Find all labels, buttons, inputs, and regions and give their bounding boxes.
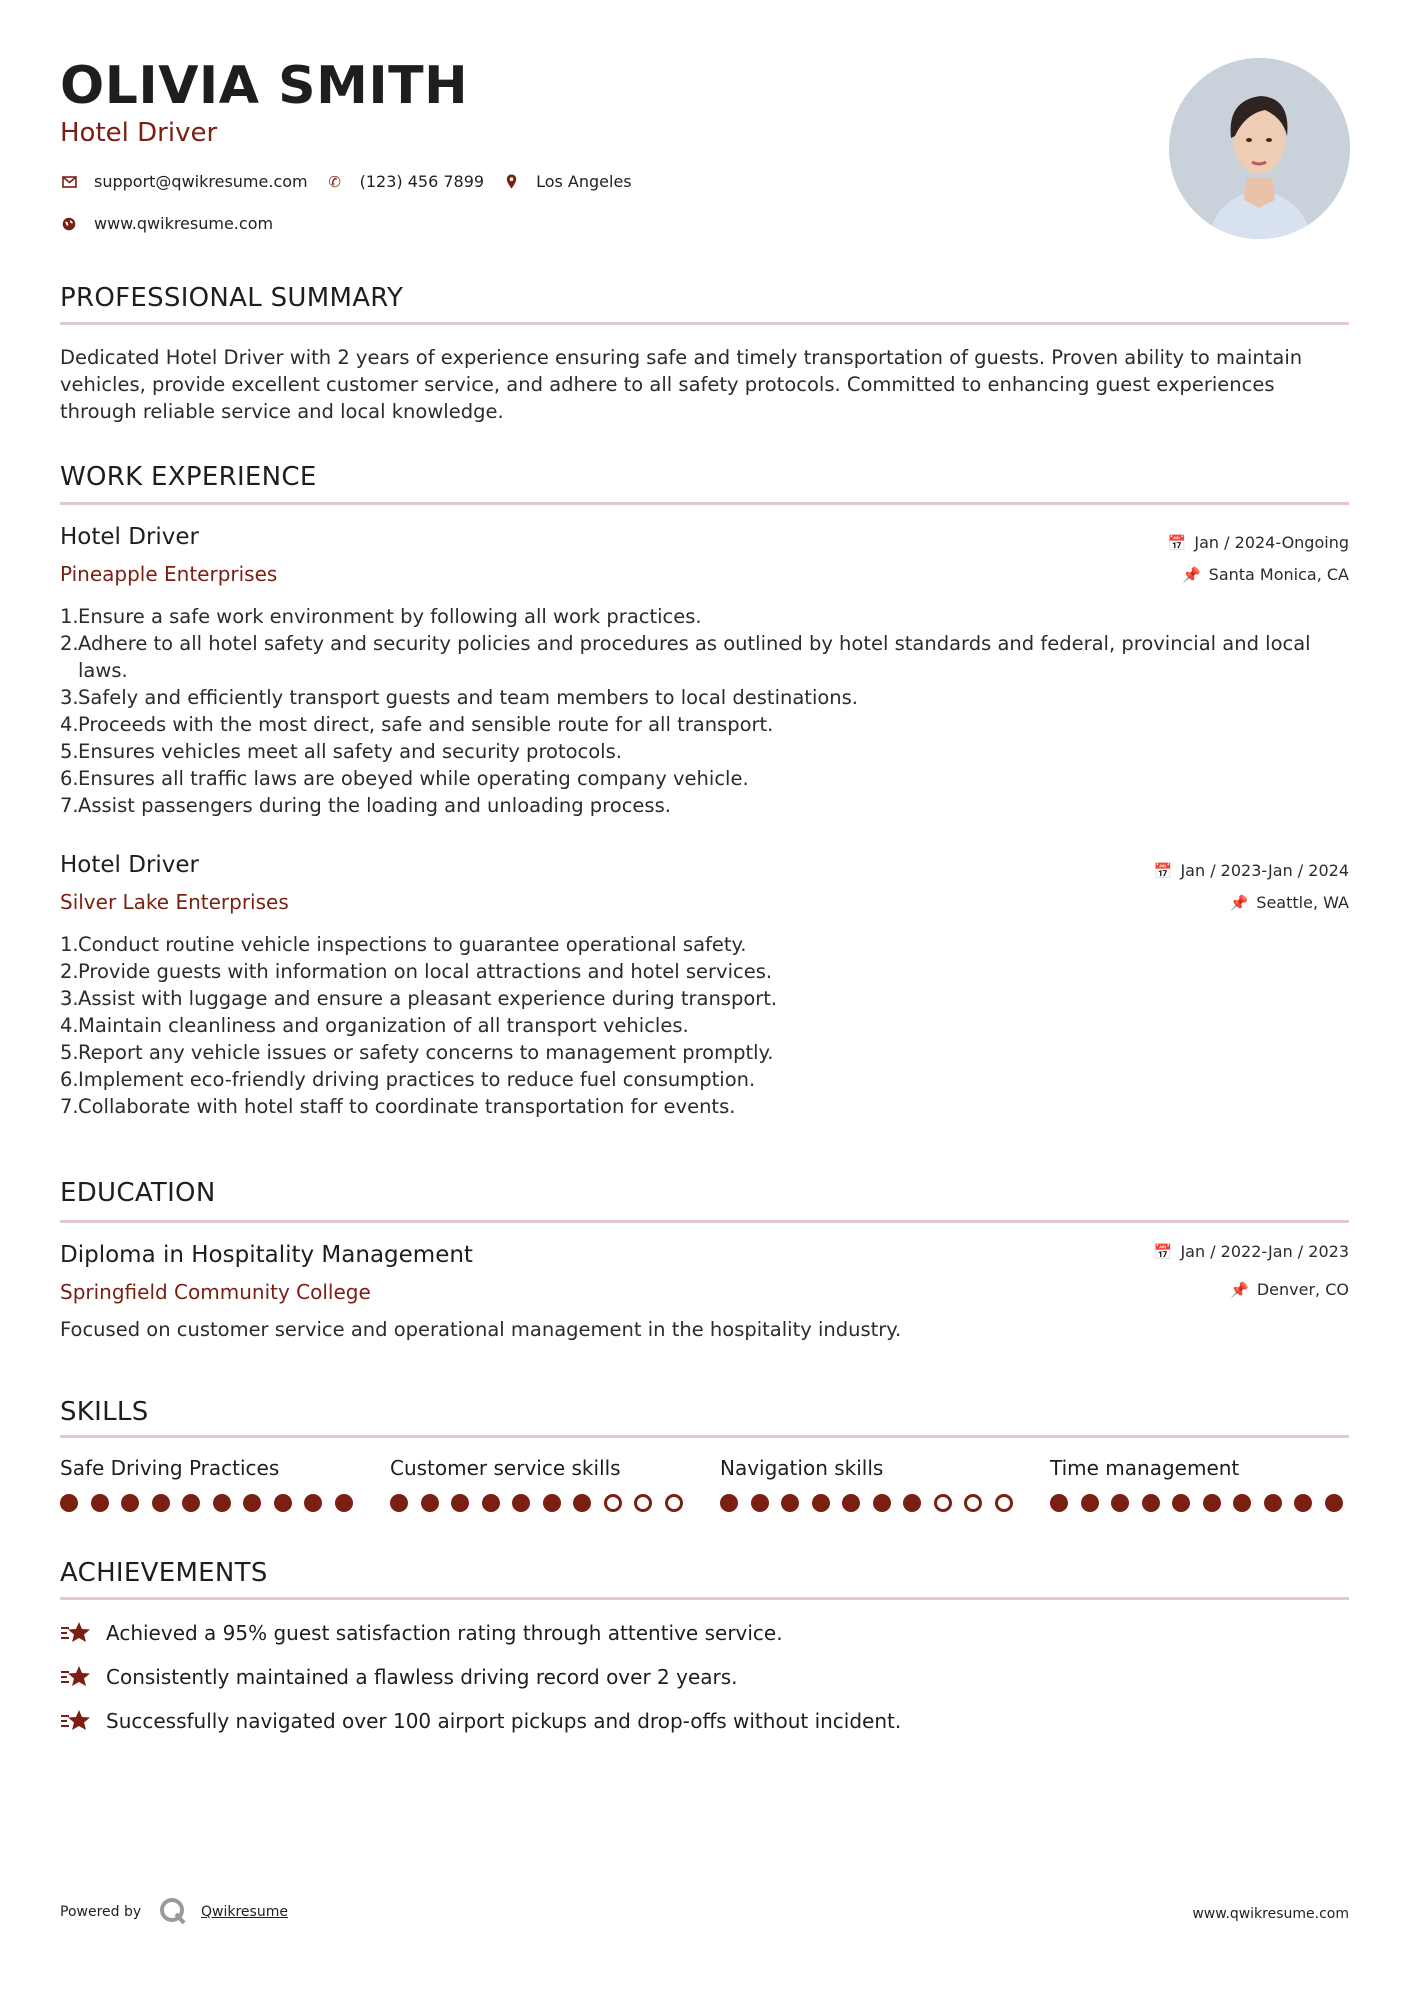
list-item: 1. Conduct routine vehicle inspections to guarantee operational safety.: [60, 933, 747, 956]
rating-dot-filled: [421, 1494, 439, 1512]
location-text: Los Angeles: [536, 172, 632, 191]
summary-divider: [60, 322, 1349, 325]
rating-dot-filled: [182, 1494, 200, 1512]
job-title: Hotel Driver: [60, 852, 200, 878]
rating-dot-filled: [1325, 1494, 1343, 1512]
achievement-item: [60, 1664, 738, 1690]
skill-label: Time management: [1050, 1456, 1240, 1480]
candidate-name: OLIVIA SMITH: [60, 56, 469, 116]
list-item: 7. Assist passengers during the loading and unloading process.: [60, 794, 671, 817]
rating-dot-filled: [1081, 1494, 1099, 1512]
list-item: 6. Implement eco-friendly driving practices to reduce fuel consumption.: [60, 1068, 756, 1091]
list-item: 2. Provide guests with information on local attractions and hotel services.: [60, 960, 773, 983]
rating-dot-filled: [1264, 1494, 1282, 1512]
rating-dot-filled: [873, 1494, 891, 1512]
job-location-text: Santa Monica, CA: [1208, 565, 1349, 584]
achievement-item: [60, 1708, 901, 1734]
rating-dot-filled: [1111, 1494, 1129, 1512]
education-location: [1230, 1280, 1349, 1299]
list-item: 5. Ensures vehicles meet all safety and security protocols.: [60, 740, 622, 763]
rating-dot-filled: [812, 1494, 830, 1512]
skill-item: [720, 1456, 1020, 1480]
pushpin-icon: 📌: [1230, 1280, 1249, 1299]
email-link[interactable]: support@qwikresume.com: [94, 172, 308, 191]
candidate-role: Hotel Driver: [60, 118, 218, 148]
rating-dot-filled: [213, 1494, 231, 1512]
rating-dot-filled: [842, 1494, 860, 1512]
list-item: 2. Adhere to all hotel safety and security policies and procedures as outlined by hotel standards and federal, provincial and local laws.: [60, 632, 1311, 682]
job-dates: [1168, 533, 1349, 552]
skills-heading: SKILLS: [60, 1397, 149, 1427]
list-item: 1. Ensure a safe work environment by following all work practices.: [60, 605, 702, 628]
contact-row-1: [60, 172, 650, 191]
education-dates-text: Jan / 2022-Jan / 2023: [1180, 1242, 1349, 1261]
skill-label: Safe Driving Practices: [60, 1456, 280, 1480]
rating-dot-filled: [60, 1494, 78, 1512]
rating-dot-filled: [1203, 1494, 1221, 1512]
rating-dot-filled: [335, 1494, 353, 1512]
job-dates-text: Jan / 2024-Ongoing: [1194, 533, 1349, 552]
rating-dot-filled: [1142, 1494, 1160, 1512]
rating-dot-filled: [482, 1494, 500, 1512]
rating-dot-filled: [390, 1494, 408, 1512]
education-description: Focused on customer service and operational management in the hospitality industry.: [60, 1318, 902, 1341]
calendar-icon: 📅: [1153, 1242, 1173, 1261]
achievements-heading: ACHIEVEMENTS: [60, 1558, 268, 1588]
job-location: [1182, 565, 1349, 584]
summary-heading: PROFESSIONAL SUMMARY: [60, 283, 404, 313]
pushpin-icon: 📌: [1181, 565, 1201, 584]
job-company: Silver Lake Enterprises: [60, 890, 289, 914]
job-company: Pineapple Enterprises: [60, 562, 278, 586]
profile-photo: [1169, 58, 1350, 239]
phone-text: (123) 456 7899: [359, 172, 485, 191]
contact-row-2: [60, 214, 291, 233]
experience-heading: WORK EXPERIENCE: [60, 462, 317, 492]
education-heading: EDUCATION: [60, 1178, 216, 1208]
experience-divider: [60, 502, 1349, 505]
skill-item: [390, 1456, 690, 1480]
list-item: 7. Collaborate with hotel staff to coordinate transportation for events.: [60, 1095, 736, 1118]
rating-dot-filled: [1233, 1494, 1251, 1512]
summary-text: Dedicated Hotel Driver with 2 years of experience ensuring safe and timely transportation of guests. Proven ability to maintain vehicles, provide excellent customer service, and adhere to all safety protocols. Committed to enhancing guest experiences through reliable service and local knowledge.: [60, 346, 1303, 423]
calendar-icon: 📅: [1153, 861, 1173, 880]
achievement-text: Consistently maintained a flawless driving record over 2 years.: [106, 1665, 738, 1689]
education-divider: [60, 1220, 1349, 1223]
skills-divider: [60, 1435, 1349, 1438]
star-icon: [60, 1708, 92, 1734]
rating-dot-empty: [665, 1494, 683, 1512]
qwikresume-logo-icon: [158, 1896, 188, 1930]
degree-title: Diploma in Hospitality Management: [60, 1242, 473, 1268]
star-icon: [60, 1620, 92, 1646]
rating-dot-filled: [781, 1494, 799, 1512]
job-title: Hotel Driver: [60, 524, 200, 550]
footer-website-link[interactable]: www.qwikresume.com: [1192, 1906, 1349, 1922]
rating-dot-empty: [995, 1494, 1013, 1512]
skill-rating: [390, 1494, 683, 1512]
rating-dot-empty: [634, 1494, 652, 1512]
skill-label: Customer service skills: [390, 1456, 621, 1480]
rating-dot-filled: [243, 1494, 261, 1512]
location-pin-icon: [502, 174, 520, 189]
email-icon: [60, 176, 78, 188]
skill-item: [60, 1456, 360, 1480]
powered-by-label: Powered by: [60, 1904, 142, 1920]
list-item: 6. Ensures all traffic laws are obeyed while operating company vehicle.: [60, 767, 749, 790]
job-duties-list: [60, 603, 1349, 819]
rating-dot-filled: [720, 1494, 738, 1512]
job-dates: [1154, 861, 1349, 880]
achievement-text: Successfully navigated over 100 airport pickups and drop-offs without incident.: [106, 1709, 902, 1733]
rating-dot-filled: [512, 1494, 530, 1512]
skill-rating: [60, 1494, 353, 1512]
rating-dot-filled: [1294, 1494, 1312, 1512]
website-link[interactable]: www.qwikresume.com: [94, 214, 274, 233]
list-item: 3. Assist with luggage and ensure a pleasant experience during transport.: [60, 987, 778, 1010]
pushpin-icon: 📌: [1229, 893, 1249, 912]
achievement-text: Achieved a 95% guest satisfaction rating through attentive service.: [106, 1621, 783, 1645]
education-location-text: Denver, CO: [1256, 1280, 1349, 1299]
rating-dot-filled: [543, 1494, 561, 1512]
skill-rating: [1050, 1494, 1343, 1512]
rating-dot-empty: [934, 1494, 952, 1512]
rating-dot-filled: [451, 1494, 469, 1512]
rating-dot-filled: [1050, 1494, 1068, 1512]
rating-dot-filled: [751, 1494, 769, 1512]
rating-dot-filled: [573, 1494, 591, 1512]
job-duties-list: [60, 931, 1349, 1120]
education-dates: [1154, 1242, 1349, 1261]
job-location-text: Seattle, WA: [1256, 893, 1349, 912]
rating-dot-filled: [274, 1494, 292, 1512]
rating-dot-filled: [903, 1494, 921, 1512]
achievement-item: [60, 1620, 783, 1646]
school-name: Springfield Community College: [60, 1280, 371, 1304]
job-location: [1230, 893, 1349, 912]
rating-dot-empty: [604, 1494, 622, 1512]
star-icon: [60, 1664, 92, 1690]
list-item: 3. Safely and efficiently transport guests and team members to local destinations.: [60, 686, 859, 709]
qwikresume-link[interactable]: Qwikresume: [201, 1904, 288, 1920]
calendar-icon: 📅: [1167, 533, 1187, 552]
job-dates-text: Jan / 2023-Jan / 2024: [1180, 861, 1349, 880]
globe-icon: [60, 217, 78, 231]
list-item: 4. Maintain cleanliness and organization of all transport vehicles.: [60, 1014, 689, 1037]
rating-dot-empty: [964, 1494, 982, 1512]
rating-dot-filled: [121, 1494, 139, 1512]
skill-item: [1050, 1456, 1350, 1480]
list-item: 4. Proceeds with the most direct, safe and sensible route for all transport.: [60, 713, 774, 736]
rating-dot-filled: [152, 1494, 170, 1512]
rating-dot-filled: [1172, 1494, 1190, 1512]
list-item: 5. Report any vehicle issues or safety concerns to management promptly.: [60, 1041, 774, 1064]
achievements-divider: [60, 1597, 1349, 1600]
rating-dot-filled: [304, 1494, 322, 1512]
rating-dot-filled: [91, 1494, 109, 1512]
skill-label: Navigation skills: [720, 1456, 884, 1480]
skill-rating: [720, 1494, 1013, 1512]
phone-icon: ✆: [328, 172, 341, 191]
